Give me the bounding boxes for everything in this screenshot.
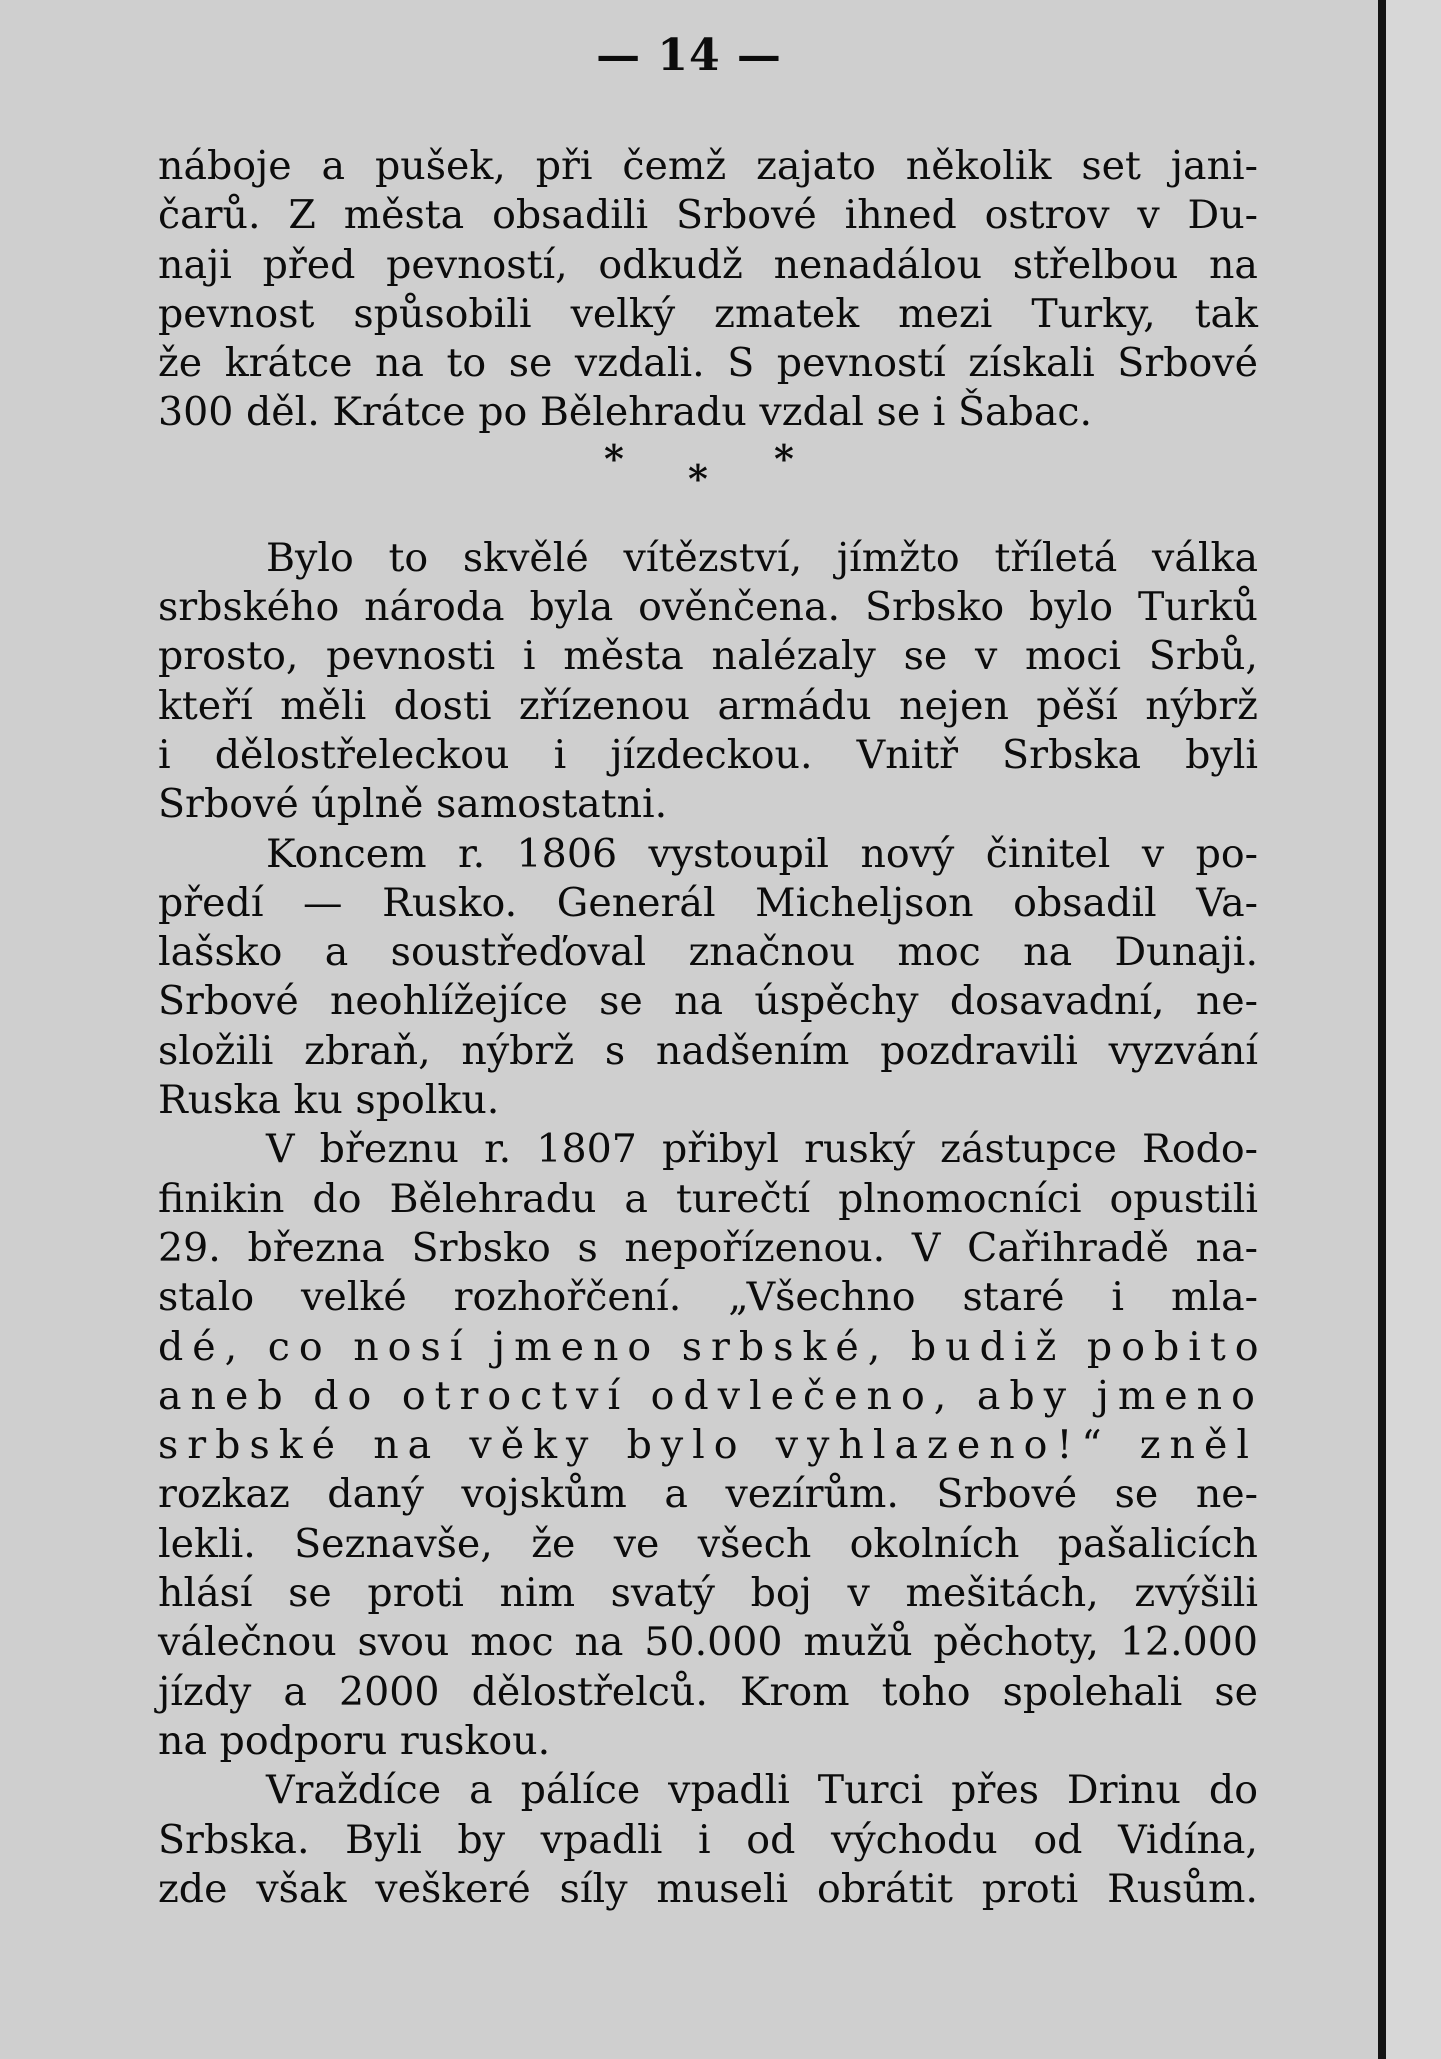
text-line: 300 děl. Krátce po Bělehradu vzdal se i Šabac. — [158, 389, 1093, 436]
paragraph-2 — [158, 534, 1258, 830]
text-line: stalo velké rozhořčení. „Všechno staré i mla- — [158, 1274, 1258, 1321]
text-line: 29. března Srbsko s nepořízenou. V Cařihradě na- — [158, 1224, 1258, 1271]
section-asterism — [158, 435, 1258, 534]
text-line: pevnost spůsobili velký zmatek mezi Turky, tak — [158, 290, 1258, 337]
text-line: náboje a pušek, při čemž zajato několik set jani- — [158, 143, 1258, 189]
text-line: na podporu ruskou. — [158, 1717, 551, 1764]
text-line: jízdy a 2000 dělostřelců. Krom toho spolehali se — [158, 1668, 1258, 1715]
text-line: Vraždíce a pálíce vpadli Turci přes Drinu do — [266, 1767, 1258, 1814]
text-line: srbského národa byla ověnčena. Srbsko bylo Turků — [158, 584, 1258, 631]
asterisk: * — [604, 435, 624, 481]
paragraph-5 — [158, 1766, 1258, 1914]
page-edge-shadow — [1378, 0, 1386, 2059]
text-line: kteří měli dosti zřízenou armádu nejen pěší nýbrž — [158, 682, 1258, 729]
paragraph-1 — [158, 142, 1258, 438]
body-text — [158, 142, 1268, 1914]
text-line: Bylo to skvělé vítězství, jímžto tříletá válka — [266, 534, 1258, 581]
text-line: lašsko a soustřeďoval značnou moc na Dunaji. — [158, 929, 1258, 976]
adjacent-page-strip — [1386, 0, 1441, 2059]
text-line: lekli. Seznavše, že ve všech okolních pašalicích — [158, 1520, 1258, 1567]
text-line: předí — Rusko. Generál Micheljson obsadil Va- — [158, 879, 1258, 926]
text-line: složili zbraň, nýbrž s nadšením pozdravili vyzvání — [158, 1027, 1258, 1074]
text-line: Srbska. Byli by vpadli i od východu od Vidína, — [158, 1816, 1258, 1863]
text-line: hlásí se proti nim svatý boj v mešitách, zvýšili — [158, 1570, 1258, 1617]
text-line: rozkaz daný vojskům a vezírům. Srbové se ne- — [158, 1471, 1258, 1518]
text-line: čarů. Z města obsadili Srbové ihned ostrov v Du- — [158, 192, 1258, 239]
text-line: naji před pevností, odkudž nenadálou střelbou na — [158, 241, 1258, 288]
text-line: Srbové úplně samostatni. — [158, 781, 668, 828]
emphasized-text-line: dé, co nosí jmeno srbské, budiž pobito — [158, 1323, 1268, 1370]
text-line: prosto, pevnosti i města nalézaly se v moci Srbů, — [158, 633, 1258, 680]
page-number: — 14 — — [596, 30, 782, 81]
emphasized-text-line: aneb do otroctví odvlečeno, aby jmeno — [158, 1372, 1264, 1419]
text-line: Srbové neohlížejíce se na úspěchy dosavadní, ne- — [158, 978, 1258, 1025]
paragraph-3 — [158, 830, 1258, 1126]
text-line: V březnu r. 1807 přibyl ruský zástupce Rodo- — [266, 1126, 1258, 1173]
asterisk: * — [688, 455, 708, 501]
text-line: zde však veškeré síly museli obrátit proti Rusům. — [158, 1865, 1258, 1912]
text-line: Koncem r. 1806 vystoupil nový činitel v po- — [266, 830, 1258, 877]
text-line: válečnou svou moc na 50.000 mužů pěchoty, 12.000 — [158, 1619, 1258, 1666]
emphasized-text-line: srbské na věky bylo vyhlazeno!“ zněl — [158, 1422, 1258, 1469]
text-line: že krátce na to se vzdali. S pevností získali Srbové — [158, 340, 1258, 387]
text-line: i dělostřeleckou i jízdeckou. Vnitř Srbska byli — [158, 731, 1258, 778]
text-line: Ruska ku spolku. — [158, 1077, 500, 1124]
text-line: finikin do Bělehradu a turečtí plnomocníci opustili — [158, 1175, 1258, 1222]
asterisk: * — [774, 435, 794, 481]
paragraph-4 — [158, 1125, 1268, 1766]
